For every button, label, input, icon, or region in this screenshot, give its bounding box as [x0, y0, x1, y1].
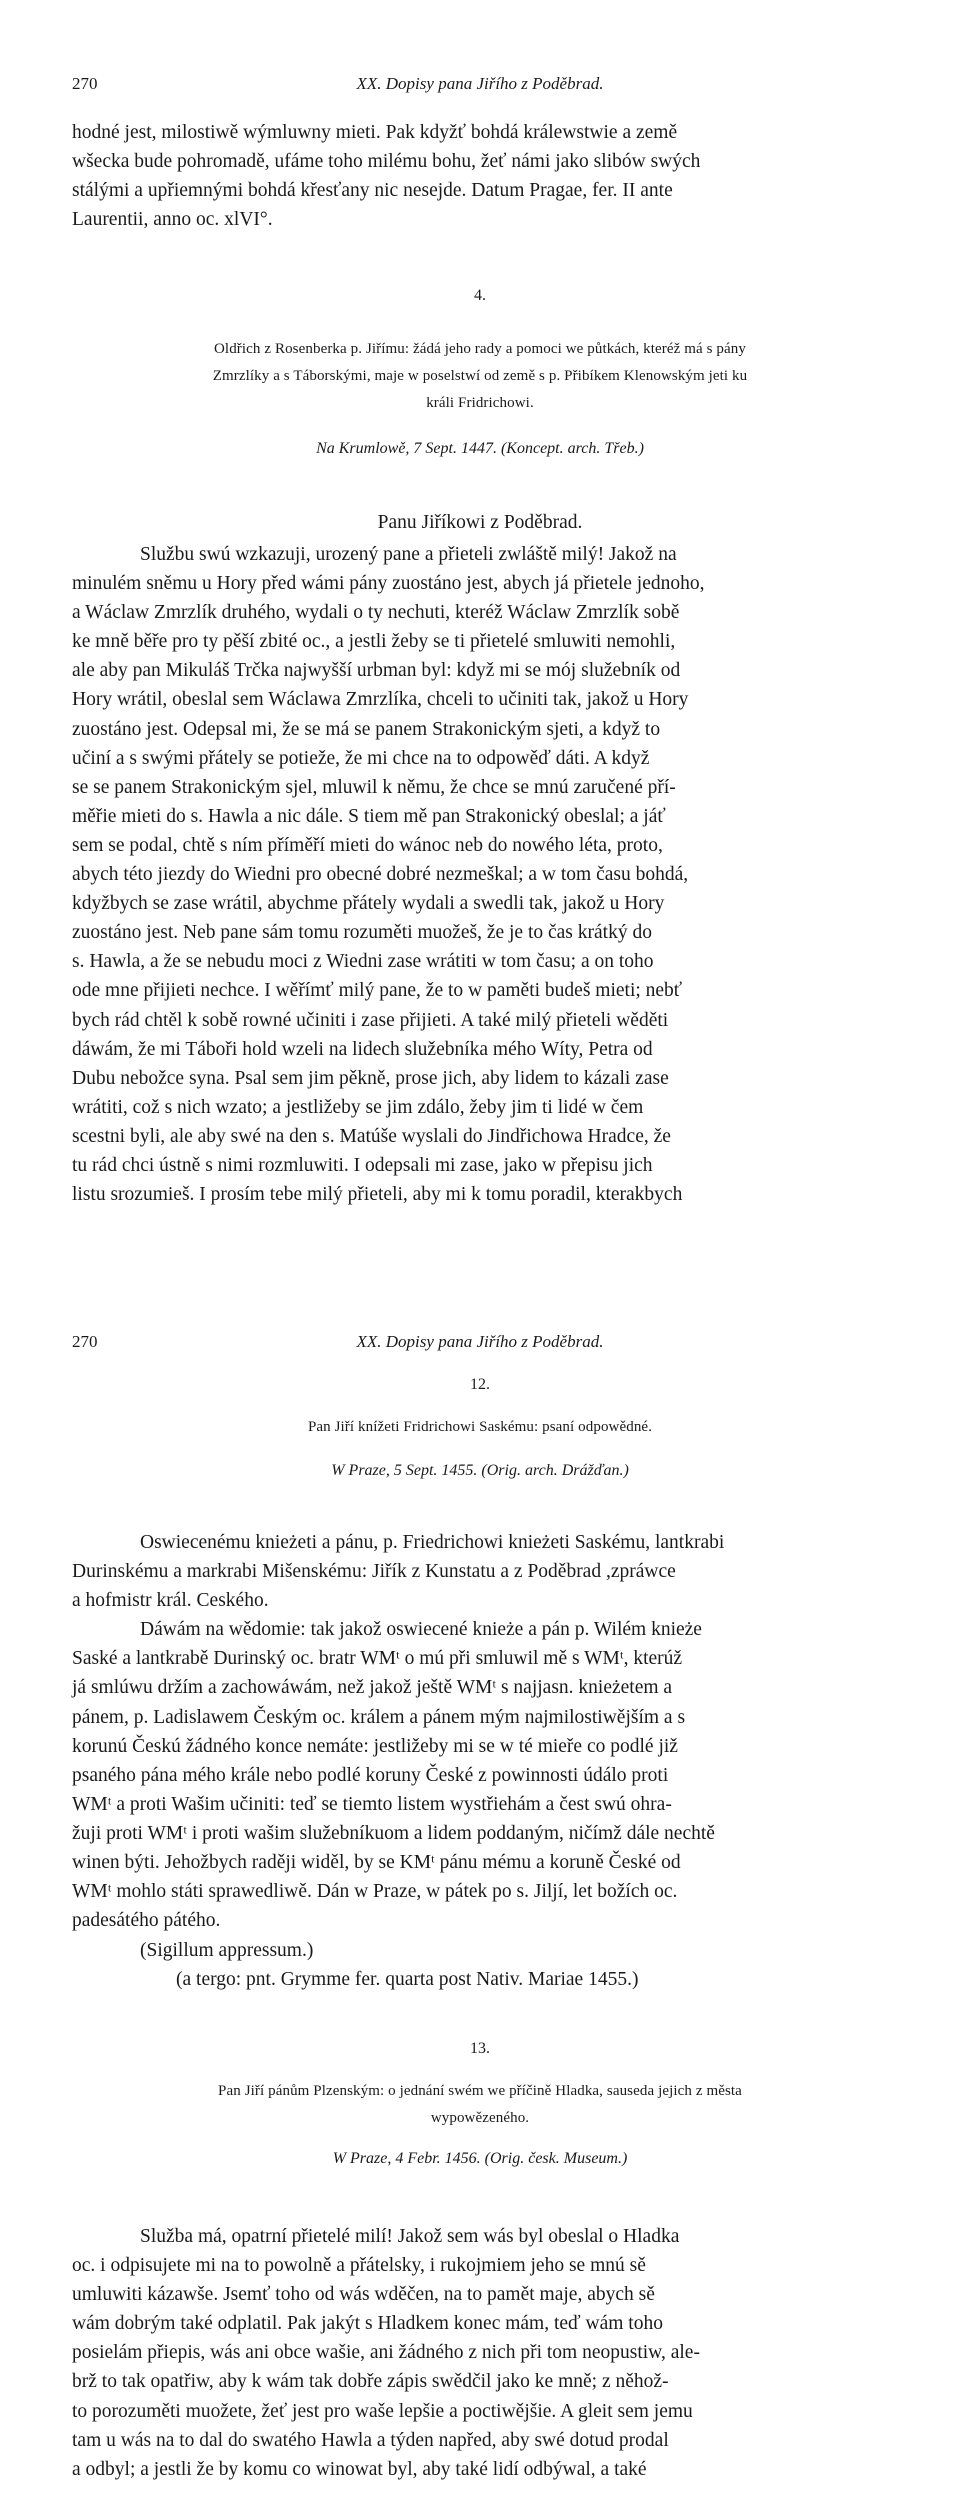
text-line: ale aby pan Mikuláš Trčka najwyšší urbman byl: když mi se mój služebník od [72, 660, 681, 682]
text-line: minulém sněmu u Hory před wámi pány zuostáno jest, abych já přietele jednoho, [72, 573, 705, 595]
text-line: hodné jest, milostiwě wýmluwny mieti. Pak kdyžť bohdá králewstwie a země [72, 122, 678, 143]
running-header [72, 1332, 888, 1352]
text-line: posielám přiepis, wás ani obce wašie, ani žádného z nich při tom neopustiw, ale- [72, 2342, 700, 2364]
text-line: scestni byli, ale aby swé na den s. Matúše wyslali do Jindřichowa Hradce, že [72, 1125, 671, 1147]
running-title: XX. Dopisy pana Jiřího z Poděbrad. [356, 74, 604, 93]
text-line: oc. i odpisujete mi na to powolně a přátelsky, i rukojmiem jeho se mnú sě [72, 2255, 646, 2277]
regest-line: wypowězeného. [430, 2110, 530, 2126]
text-line: wám dobrým také odplatil. Pak jakýt s Hladkem konec mám, teď wám toho [72, 2313, 663, 2335]
letter-body [72, 540, 888, 1209]
text-line: Dáwám na wědomie: tak jakož oswiecené knieże a pán p. Wilém knieże [140, 1619, 702, 1641]
regest-line: Pan Jiří knížeti Fridrichowi Saskému: psaní odpowědné. [307, 1419, 653, 1435]
endorsement-note: (a tergo: pnt. Grymme fer. quarta post Nativ. Mariae 1455.) [176, 1969, 639, 1990]
text-line: já smlúwu držím a zachowáwám, než jakož ještě WMᵗ s najjasn. knieżetem a [72, 1677, 673, 1699]
text-line: winen býti. Jehožbych raději widěl, by se KMᵗ pánu mému a koruně České od [72, 1852, 681, 1874]
date-source-line: W Praze, 5 Sept. 1455. (Orig. arch. Drážďan.) [331, 1462, 629, 1479]
text-line: padesátého pátého. [72, 1910, 221, 1932]
text-line: WMᵗ mohlo státi sprawedliwě. Dán w Praze, w pátek po s. Jiljí, let božích oc. [72, 1881, 678, 1903]
document-number: 13. [470, 2040, 490, 2057]
text-line: žuji proti WMᵗ i proti wašim služebníkuom a lidem poddaným, ničímž dále nechtě [72, 1822, 715, 1844]
text-line: listu srozumieš. I prosím tebe milý přieteli, aby mi k tomu poradil, kterakbych [72, 1184, 683, 1206]
page-upper [0, 0, 960, 1206]
text-line: korunú Českú žádného konce nemáte: jestližeby mi se w té mieře co podlé již [72, 1735, 678, 1757]
text-line: měřie mieti do s. Hawla a nic dále. S tiem mě pan Strakonický obeslal; a jáť [72, 805, 666, 827]
text-line: bych rád chtěl k sobě rowné učiniti i zase přijieti. A také milý přieteli wěděti [72, 1009, 669, 1031]
running-header [72, 74, 888, 94]
regest [72, 2078, 888, 2132]
text-line: tam u wás na to dal do swatého Hawla a týden napřed, aby swé dotud prodal [72, 2429, 669, 2451]
regest-line: králi Fridrichowi. [426, 395, 534, 411]
text-line: psaného pána mého krále nebo podlé koruny České z powinnosti údálo proti [72, 1764, 669, 1786]
page-number: 270 [72, 1332, 98, 1351]
text-line: a hofmistr král. Ceského. [72, 1590, 269, 1612]
text-line: brž to tak opatřiw, aby k wám tak dobře zápis swědčil jako ke mně; z něhož- [72, 2371, 669, 2393]
text-line: WMᵗ a proti Wašim učiniti: teď se tiemto listem wystřiehám a čest swú ohra- [72, 1793, 672, 1815]
page-number: 270 [72, 74, 98, 93]
date-source-line: Na Krumlowě, 7 Sept. 1447. (Koncept. arch. Třeb.) [316, 440, 644, 457]
text-line: s. Hawla, a že se nebudu moci z Wiedni zase wrátiti w tom času; a on toho [72, 951, 654, 973]
text-line: Laurentii, anno oc. xlVI°. [72, 209, 273, 231]
text-line: zuostáno jest. Odepsal mi, že se má se panem Strakonickým sjeti, a když to [72, 718, 661, 740]
text-line: stálými a upřiemnými bohdá křesťany nic nesejde. Datum Pragae, fer. II ante [72, 180, 673, 202]
letter-body [72, 1528, 888, 1935]
text-line: ke mně běře pro ty pěší zbité oc., a jestli žeby se ti přietelé smluwiti nemohli, [72, 631, 676, 653]
text-line: wrátiti, což s nich wzato; a jestližeby se jim zdálo, žeby jim ti lidé w čem [72, 1096, 644, 1118]
text-line: tu rád chci ústně s nimi rozmluwiti. I odepsali mi zase, jako w přepisu jich [72, 1154, 653, 1176]
text-line: a odbyl; a jestli že by komu co winowat byl, aby také lidí odbýwal, a také [72, 2458, 647, 2480]
document-number: 12. [470, 1376, 490, 1393]
regest [72, 1414, 888, 1441]
text-line: učiní a s swými přátely se potieže, že mi chce na to odpowěď dáti. A když [72, 747, 650, 769]
text-line: wšecka bude pohromadě, ufáme toho milému bohu, žeť námi jako slibów swých [72, 151, 701, 173]
letter-body [72, 2222, 888, 2484]
text-line: dáwám, že mi Táboři hold wzeli na lidech služebníka mého Wíty, Petra od [72, 1038, 653, 1060]
text-line: pánem, p. Ladislawem Českým oc. králem a pánem mým najmilostiwějším a s [72, 1706, 686, 1728]
text-line: Oswiecenému knieżeti a pánu, p. Friedrichowi knieżeti Saskému, lantkrabi [140, 1532, 725, 1553]
text-line: umluwiti kázawše. Jsemť toho od wás wděčen, na to pamět maje, abych sě [72, 2284, 655, 2306]
regest [72, 336, 888, 417]
regest-line: Oldřich z Rosenberka p. Jiřímu: žádá jeho rady a pomoci we půtkách, kteréž má s pány [214, 341, 746, 357]
text-line: zuostáno jest. Neb pane sám tomu rozuměti muožeš, že je to čas krátký do [72, 922, 652, 944]
regest-line: Pan Jiří pánům Plzenským: o jednání swém we příčině Hladka, sauseda jejich z města [218, 2083, 742, 2099]
text-line: kdyžbych se zase wrátil, abychme přátely wydali a swedli tak, jakož u Hory [72, 893, 665, 915]
text-line: se se panem Strakonickým sjel, mluwil k němu, že chce se mnú zaručené pří- [72, 776, 676, 798]
seal-note: (Sigillum appressum.) [140, 1940, 314, 1961]
text-line: ode mne přijieti nechce. I wěřímť milý pane, že to w paměti budeš mieti; nebť [72, 980, 683, 1002]
page-lower [0, 1180, 960, 2502]
date-source-line: W Praze, 4 Febr. 1456. (Orig. česk. Museum.) [332, 2150, 628, 2167]
text-line: to porozuměti muožete, žeť jest pro waše lepšie a poctiwějšie. A gleit sem jemu [72, 2400, 693, 2422]
regest-line: Zmrzlíky a s Táborskými, maje w poselstwí od země s p. Přibíkem Klenowským jeti ku [212, 368, 748, 384]
text-line: sem se podal, chtě s ním příměří mieti do wánoc neb do nowého léta, proto, [72, 834, 663, 856]
continuation-text [72, 118, 888, 234]
text-line: Dubu nebožce syna. Psal sem jim pěkně, prose jich, aby lidem to kázali zase [72, 1067, 669, 1089]
text-line: Služba má, opatrní přietelé milí! Jakož sem wás byl obeslal o Hladka [140, 2226, 680, 2247]
running-title: XX. Dopisy pana Jiřího z Poděbrad. [356, 1332, 604, 1351]
text-line: abych této jiezdy do Wiedni pro obecné dobré nezmeškal; a w tom času bohdá, [72, 864, 689, 886]
text-line: a Wáclaw Zmrzlík druhého, wydali o ty nechuti, kteréž Wáclaw Zmrzlík sobě [72, 602, 680, 624]
addressee: Panu Jiříkowi z Poděbrad. [377, 512, 583, 533]
text-line: Durinskému a markrabi Mišenskému: Jiřík z Kunstatu a z Poděbrad ,zpráwce [72, 1561, 676, 1583]
document-number: 4. [474, 287, 486, 304]
text-line: Hory wrátil, obeslal sem Wáclawa Zmrzlíka, chceli to učiniti tak, jakož u Hory [72, 689, 689, 711]
text-line: Saské a lantkrabě Durinský oc. bratr WMᵗ o mú při smluwil mě s WMᵗ, kterúž [72, 1648, 683, 1670]
text-line: Službu swú wzkazuji, urozený pane a přieteli zwláště milý! Jakož na [140, 544, 677, 565]
